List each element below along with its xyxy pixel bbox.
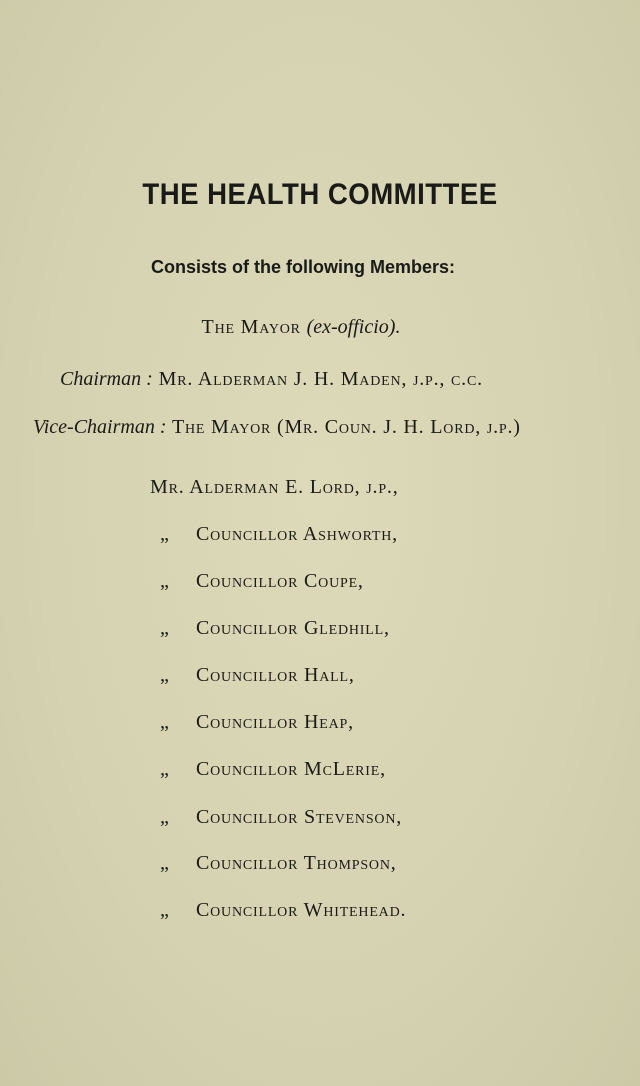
vice-chairman-line <box>33 416 521 439</box>
member-name: Councillor Stevenson, <box>196 806 403 828</box>
ditto-mark: „ <box>160 711 170 733</box>
chairman-line <box>60 368 483 391</box>
ditto-mark: „ <box>160 852 170 874</box>
ditto-mark: „ <box>160 899 170 921</box>
member-item <box>160 664 355 687</box>
member-name: Councillor Coupe, <box>196 570 364 592</box>
member-item <box>160 899 406 922</box>
member-name: Councillor McLerie, <box>196 758 386 780</box>
member-name: Councillor Ashworth, <box>196 523 398 545</box>
member-item <box>160 617 390 640</box>
ditto-mark: „ <box>160 570 170 592</box>
chairman-label: Chairman : <box>60 368 153 390</box>
mayor-line <box>0 316 602 339</box>
ditto-mark: „ <box>160 758 170 780</box>
ditto-mark: „ <box>160 617 170 639</box>
member-name: Councillor Thompson, <box>196 852 397 874</box>
first-member: Mr. Alderman E. Lord, j.p., <box>150 476 399 498</box>
page-subtitle: Consists of the following Members: <box>150 257 455 277</box>
member-name: Councillor Whitehead. <box>196 899 407 921</box>
member-item <box>160 523 398 546</box>
ex-officio-note: (ex-officio). <box>306 316 401 338</box>
mayor-text: The Mayor <box>201 316 301 338</box>
member-item <box>160 758 386 781</box>
vice-chairman-name: The Mayor (Mr. Coun. J. H. Lord, j.p.) <box>171 416 521 438</box>
ditto-mark: „ <box>160 523 170 545</box>
member-name: Councillor Heap, <box>196 711 354 733</box>
member-item <box>160 570 364 593</box>
page-title: THE HEALTH COMMITTEE <box>142 178 498 211</box>
member-name: Councillor Hall, <box>196 664 355 686</box>
vice-chairman-label: Vice-Chairman : <box>33 416 167 438</box>
member-item <box>160 852 397 875</box>
member-item <box>160 806 402 829</box>
ditto-mark: „ <box>160 806 170 828</box>
chairman-name: Mr. Alderman J. H. Maden, j.p., c.c. <box>158 368 483 390</box>
member-name: Councillor Gledhill, <box>196 617 390 639</box>
ditto-mark: „ <box>160 664 170 686</box>
member-item <box>160 711 354 734</box>
